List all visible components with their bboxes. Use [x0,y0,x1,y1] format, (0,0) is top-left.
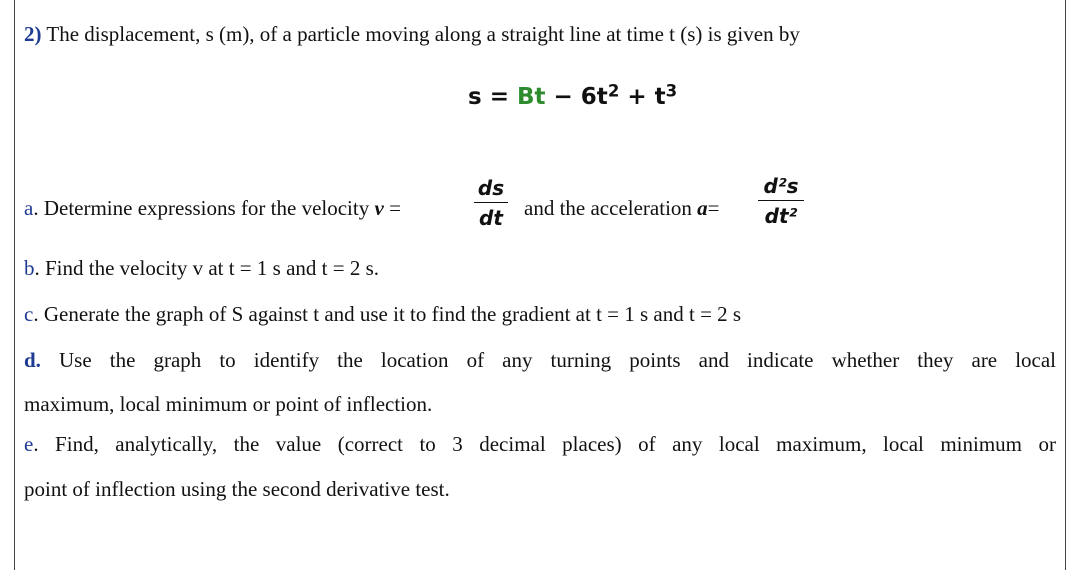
part-a-equals: = [383,196,401,220]
part-b-letter: b [24,256,35,280]
part-d-line-1 [24,350,1056,371]
part-c-body: . Generate the graph of S against t and use it to find the gradient at t = 1 s and t = 2 s [33,302,742,326]
equation-exp-2: 2 [607,81,620,101]
part-c-text [24,304,741,325]
equation-exp-3: 3 [665,81,678,101]
d2s-dt2-fraction [758,176,804,226]
ds-dt-fraction [474,178,508,228]
displacement-equation [468,81,678,110]
part-a-letter: a [24,196,34,220]
velocity-symbol: v [374,196,384,220]
part-c-letter: c [24,302,34,326]
dt-denominator: dt [479,206,503,230]
question-intro: The displacement, s (m), of a particle moving along a straight line at time t (s) is given by [41,22,800,46]
part-e-line-1 [24,434,1056,455]
part-e-body-1: . Find, analytically, the value (correct to 3 decimal places) of any local maximum, local minimum or [33,432,1056,456]
part-b-text [24,258,379,279]
d2s-numerator: d²s [763,174,799,198]
part-a-text [24,198,401,219]
part-e-line-2: point of inflection using the second derivative test. [24,477,450,501]
part-a-acceleration-text [524,198,720,219]
fraction-bar [474,202,508,203]
dt2-denominator: dt² [764,204,798,228]
fraction-bar-2 [758,200,804,201]
equation-lhs: s = [468,84,517,110]
question-header [24,24,800,45]
part-d-letter: d. [24,348,41,372]
part-e-letter: e [24,432,34,456]
part-b-body: . Find the velocity v at t = 1 s and t = 2 s. [34,256,379,280]
equation-term-bt: Bt [516,84,546,110]
part-a-text1: . Determine expressions for the velocity [33,196,375,220]
part-a-equals-2: = [707,196,720,220]
part-d-line-2: maximum, local minimum or point of inflection. [24,392,433,416]
ds-numerator: ds [477,176,505,200]
equation-term-t: + t [619,84,666,110]
question-number: 2) [24,22,42,46]
acceleration-symbol: a [697,196,708,220]
part-d-body-1: Use the graph to identify the location of any turning points and indicate whether they are local [59,348,1057,372]
equation-term-6t: − 6t [545,84,608,110]
part-a-text2: and the acceleration [524,196,698,220]
